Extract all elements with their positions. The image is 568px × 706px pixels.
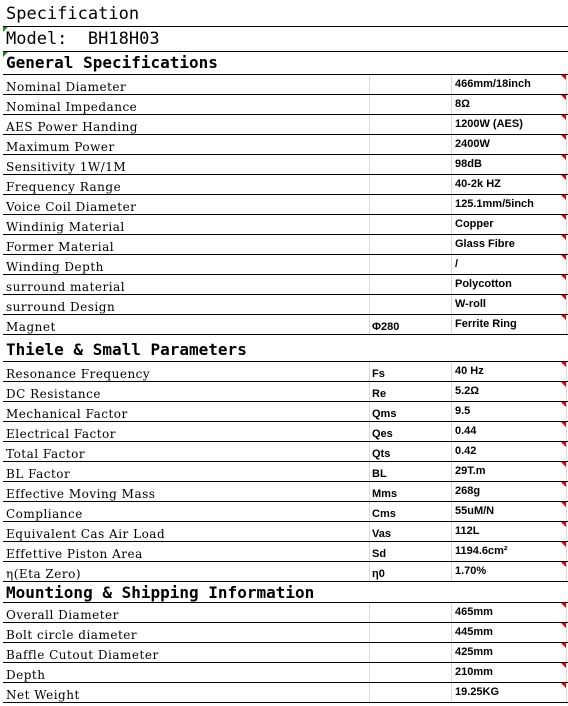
param-value: 29T.m [455,465,486,477]
column-divider [369,623,370,643]
table-row [0,542,568,562]
column-divider [566,95,567,115]
param-value: 210mm [455,666,493,678]
param-symbol [372,135,450,155]
param-label: DC Resistance [6,387,101,401]
comment-marker-icon [561,382,566,387]
column-divider [369,215,370,235]
param-value: 19.25KG [455,686,500,698]
model-label: Model: [6,29,68,49]
table-row [0,255,568,275]
param-symbol: Vas [372,528,391,540]
param-value: Copper [455,218,494,230]
param-symbol: Qes [372,428,393,440]
param-symbol: Sd [372,548,387,560]
column-divider [566,135,567,155]
table-row [0,295,568,315]
param-label: Maximum Power [6,140,115,154]
param-value: 268g [455,485,481,497]
column-divider [566,482,567,502]
comment-marker-icon [561,95,566,100]
param-value: Ferrite Ring [455,318,517,330]
column-divider [451,315,452,335]
table-row [0,362,568,382]
param-label: Sensitivity 1W/1M [6,160,127,174]
column-divider [566,295,567,315]
column-divider [369,315,370,335]
column-divider [566,255,567,275]
column-divider [566,75,567,95]
divider [3,51,568,52]
comment-marker-icon [561,663,566,668]
param-label: Compliance [6,507,83,521]
param-symbol: Cms [372,508,396,520]
column-divider [451,623,452,643]
param-value: 0.44 [455,425,477,437]
param-value: 425mm [455,646,493,658]
column-divider [566,382,567,402]
table-row [0,623,568,643]
column-divider [566,542,567,562]
param-label: AES Power Handing [6,120,138,134]
column-divider [566,155,567,175]
column-divider [451,362,452,382]
column-divider [451,402,452,422]
param-label: Net Weight [6,688,80,702]
table-row [0,442,568,462]
column-divider [451,215,452,235]
param-value: 9.5 [455,405,471,417]
column-divider [369,195,370,215]
param-symbol [372,623,450,643]
column-divider [566,362,567,382]
column-divider [451,135,452,155]
table-row [0,195,568,215]
param-label: surround material [6,280,126,294]
param-symbol [372,195,450,215]
column-divider [566,115,567,135]
param-symbol: Qts [372,448,391,460]
column-divider [369,155,370,175]
column-divider [451,442,452,462]
column-divider [566,402,567,422]
param-symbol [372,255,450,275]
param-value: 1194.6cm² [455,545,508,557]
column-divider [451,663,452,683]
column-divider [369,562,370,582]
param-label: surround Design [6,300,116,314]
param-label: Overall Diameter [6,608,119,622]
comment-marker-icon [561,195,566,200]
param-symbol: Mms [372,488,398,500]
param-label: Baffle Cutout Diameter [6,648,159,662]
table-row [0,235,568,255]
comment-marker-icon [561,275,566,280]
comment-marker-icon [561,155,566,160]
row-divider [3,581,568,582]
column-divider [451,175,452,195]
column-divider [566,623,567,643]
divider [3,26,568,27]
table-row [0,482,568,502]
column-divider [566,603,567,623]
column-divider [369,542,370,562]
param-label: Nominal Diameter [6,80,127,94]
param-label: Magnet [6,320,56,334]
param-value: Glass Fibre [455,238,515,250]
column-divider [451,522,452,542]
column-divider [566,215,567,235]
param-symbol: η0 [372,568,385,580]
comment-marker-icon [561,75,566,80]
column-divider [566,235,567,255]
param-value: 1200W (AES) [455,118,523,130]
column-divider [451,255,452,275]
column-divider [369,382,370,402]
comment-marker-icon [561,482,566,487]
comment-marker-icon [561,135,566,140]
param-value: 0.42 [455,445,477,457]
param-label: Resonance Frequency [6,367,151,381]
param-symbol: Φ280 [372,321,400,333]
column-divider [369,135,370,155]
column-divider [451,422,452,442]
param-value: 8Ω [455,98,470,110]
row-divider [3,334,568,335]
comment-marker-icon [561,683,566,688]
param-symbol: Re [372,388,387,400]
column-divider [369,643,370,663]
table-row [0,422,568,442]
column-divider [451,562,452,582]
comment-marker-icon [561,255,566,260]
param-symbol [372,275,450,295]
param-value: 5.2Ω [455,385,480,397]
column-divider [451,275,452,295]
column-divider [369,442,370,462]
comment-marker-icon [561,542,566,547]
section-heading-thiele: Thiele & Small Parameters [6,340,247,359]
column-divider [369,95,370,115]
param-label: Electrical Factor [6,427,117,441]
column-divider [566,422,567,442]
param-label: Frequency Range [6,180,122,194]
param-value: 98dB [455,158,482,170]
table-row [0,522,568,542]
column-divider [369,175,370,195]
section-heading-mounting: Mountiong & Shipping Information [6,583,315,602]
comment-marker-icon [561,522,566,527]
column-divider [451,542,452,562]
column-divider [451,482,452,502]
param-symbol [372,175,450,195]
table-row [0,215,568,235]
comment-marker-icon [561,362,566,367]
param-value: W-roll [455,298,486,310]
column-divider [369,255,370,275]
table-row [0,155,568,175]
comment-marker-icon [561,562,566,567]
column-divider [369,502,370,522]
column-divider [369,362,370,382]
column-divider [566,315,567,335]
param-label: Total Factor [6,447,86,461]
comment-marker-icon [561,623,566,628]
param-label: Depth [6,668,46,682]
column-divider [451,295,452,315]
comment-marker-icon [561,643,566,648]
column-divider [369,603,370,623]
model-value: BH18H03 [87,29,160,49]
column-divider [369,115,370,135]
table-row [0,275,568,295]
table-row [0,75,568,95]
comment-marker-icon [561,442,566,447]
table-row [0,663,568,683]
param-label: Nominal Impedance [6,100,138,114]
table-row [0,95,568,115]
column-divider [369,75,370,95]
column-divider [566,683,567,703]
column-divider [369,235,370,255]
comment-marker-icon [561,422,566,427]
column-divider [566,462,567,482]
column-divider [566,502,567,522]
table-row [0,643,568,663]
column-divider [369,462,370,482]
comment-marker-icon [561,115,566,120]
param-value: 125.1mm/5inch [455,198,534,210]
column-divider [566,195,567,215]
param-value: 112L [455,525,480,537]
column-divider [369,275,370,295]
column-divider [451,643,452,663]
param-label: Voice Coil Diameter [6,200,137,214]
model-row [6,29,160,49]
param-label: Bolt circle diameter [6,628,138,642]
param-value: 2400W [455,138,490,150]
column-divider [451,155,452,175]
column-divider [369,683,370,703]
column-divider [369,402,370,422]
param-label: Winding Depth [6,260,104,274]
comment-marker-icon [561,402,566,407]
param-symbol [372,75,450,95]
column-divider [369,422,370,442]
table-row [0,115,568,135]
param-value: 40-2k HZ [455,178,501,190]
param-symbol [372,683,450,703]
param-value: 55uM/N [455,505,495,517]
param-symbol [372,115,450,135]
table-row [0,462,568,482]
param-symbol: Qms [372,408,397,420]
column-divider [451,603,452,623]
param-label: BL Factor [6,467,71,481]
param-label: η(Eta Zero) [6,567,82,581]
column-divider [369,295,370,315]
column-divider [451,683,452,703]
comment-marker-icon [561,295,566,300]
table-row [0,382,568,402]
column-divider [566,522,567,542]
column-divider [369,482,370,502]
column-divider [451,195,452,215]
param-symbol [372,95,450,115]
param-symbol [372,643,450,663]
comment-marker-icon [561,462,566,467]
comment-marker-icon [561,315,566,320]
comment-marker-icon [561,215,566,220]
param-value: Polycotton [455,278,512,290]
table-row [0,135,568,155]
param-label: Mechanical Factor [6,407,128,421]
param-symbol: BL [372,468,387,480]
table-row [0,603,568,623]
column-divider [566,562,567,582]
table-row [0,683,568,703]
table-row [0,402,568,422]
table-row [0,562,568,582]
param-symbol [372,215,450,235]
param-label: Windinig Material [6,220,125,234]
column-divider [451,235,452,255]
param-symbol [372,663,450,683]
column-divider [451,462,452,482]
column-divider [369,522,370,542]
param-value: 1.70% [455,565,487,577]
param-value: 465mm [455,606,493,618]
column-divider [451,95,452,115]
param-value: 466mm/18inch [455,78,531,90]
column-divider [451,75,452,95]
table-row [0,315,568,335]
column-divider [566,643,567,663]
column-divider [451,382,452,402]
param-symbol: Fs [372,368,385,380]
table-row [0,175,568,195]
param-symbol [372,235,450,255]
comment-marker-icon [561,235,566,240]
comment-marker-icon [561,603,566,608]
param-label: Effective Moving Mass [6,487,156,501]
param-label: Former Material [6,240,115,254]
param-symbol [372,155,450,175]
column-divider [566,663,567,683]
comment-marker-icon [561,502,566,507]
row-divider [3,702,568,703]
param-value: 445mm [455,626,493,638]
column-divider [566,275,567,295]
param-label: Effettive Piston Area [6,547,143,561]
comment-marker-icon [561,175,566,180]
param-symbol [372,603,450,623]
param-label: Equivalent Cas Air Load [6,527,166,541]
param-value: / [455,258,459,270]
column-divider [369,663,370,683]
param-symbol [372,295,450,315]
section-heading-general: General Specifications [6,53,218,72]
column-divider [566,175,567,195]
param-value: 40 Hz [455,365,484,377]
table-row [0,502,568,522]
column-divider [451,502,452,522]
column-divider [566,442,567,462]
column-divider [451,115,452,135]
sheet-title: Specification [6,4,140,24]
